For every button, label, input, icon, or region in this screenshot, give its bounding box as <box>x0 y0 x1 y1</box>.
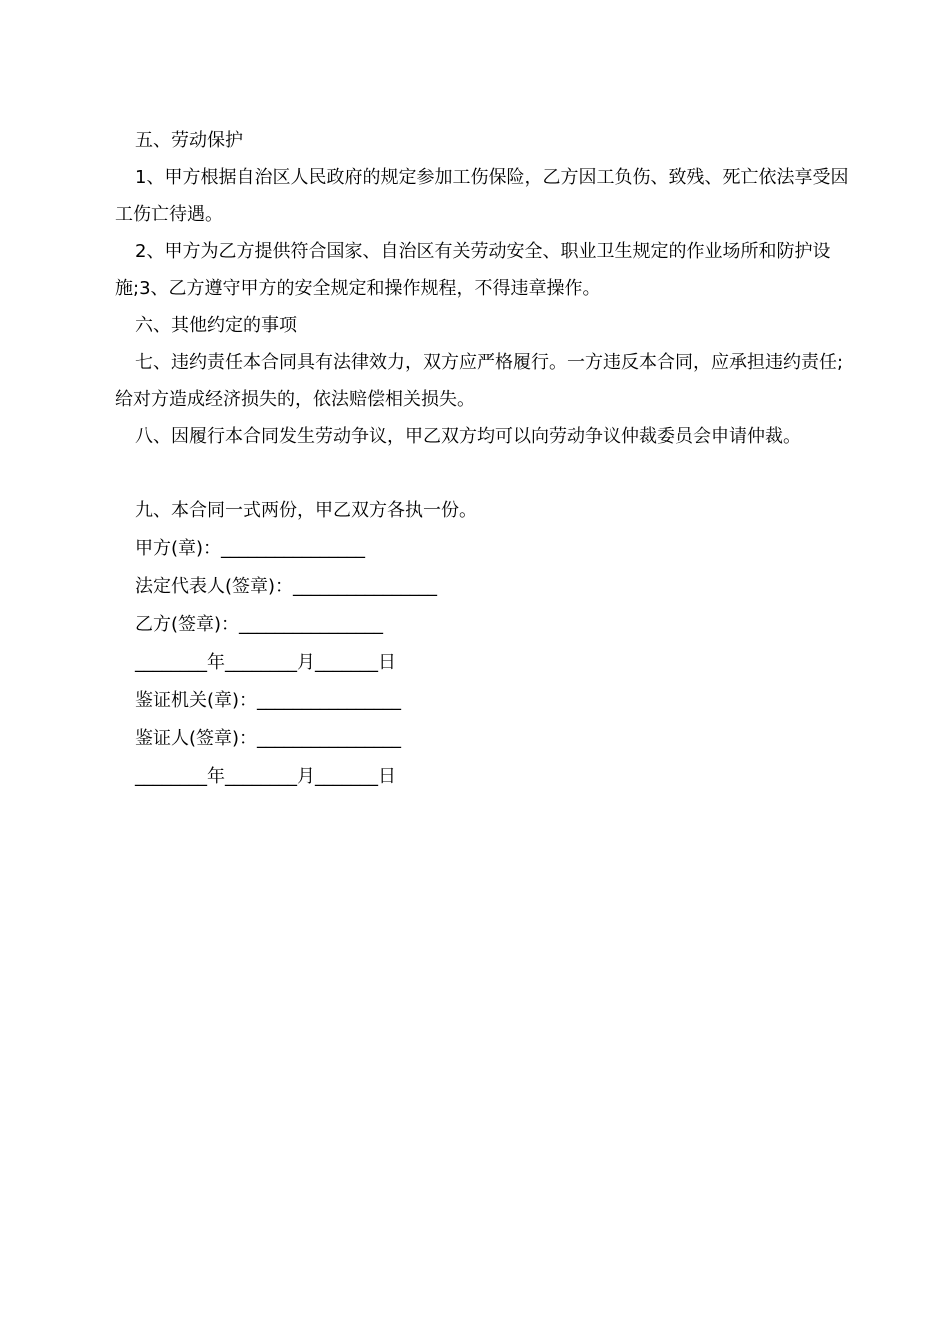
date-line-certification: ________年________月_______日 <box>135 766 396 787</box>
clause-work-injury-insurance: 1、甲方根据自治区人民政府的规定参加工伤保险，乙方因工负伤、致残、死亡依法享受因工伤亡待遇。 <box>115 167 849 225</box>
clause-labor-dispute: 八、因履行本合同发生劳动争议，甲乙双方均可以向劳动争议仲裁委员会申请仲裁。 <box>135 426 801 447</box>
party-a-seal-line: 甲方(章)：________________ <box>135 538 366 559</box>
clause-copies: 九、本合同一式两份，甲乙双方各执一份。 <box>135 500 477 521</box>
certifying-authority-seal-line: 鉴证机关(章)：________________ <box>135 690 402 711</box>
section-heading-other-agreements: 六、其他约定的事项 <box>135 315 297 336</box>
clause-liability-for-breach: 七、违约责任本合同具有法律效力，双方应严格履行。一方违反本合同，应承担违约责任;给对方造成经济损失的，依法赔偿相关损失。 <box>115 352 844 410</box>
legal-representative-signature-line: 法定代表人(签章)：________________ <box>135 576 438 597</box>
party-b-signature-line: 乙方(签章)：________________ <box>135 614 384 635</box>
signature-block <box>115 492 855 796</box>
paragraph-spacer <box>115 455 855 492</box>
document-body <box>115 122 855 796</box>
date-line-parties: ________年________月_______日 <box>135 652 396 673</box>
clause-safety-facilities: 2、甲方为乙方提供符合国家、自治区有关劳动安全、职业卫生规定的作业场所和防护设施;3、乙方遵守甲方的安全规定和操作规程，不得违章操作。 <box>115 241 831 299</box>
section-heading-labor-protection: 五、劳动保护 <box>135 130 243 151</box>
certifier-signature-line: 鉴证人(签章)：________________ <box>135 728 402 749</box>
